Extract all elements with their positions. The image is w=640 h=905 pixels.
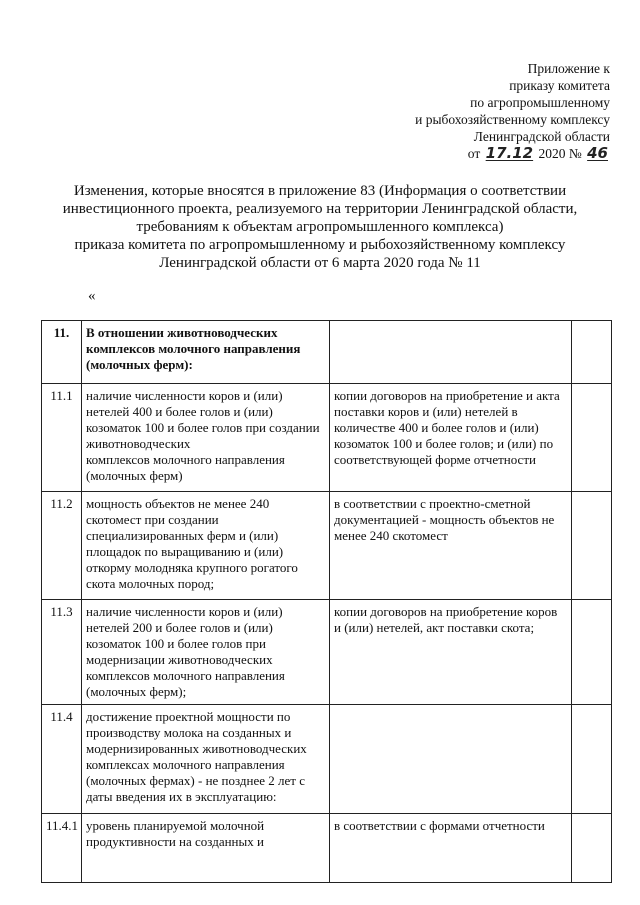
header-line: Ленинградской области <box>473 129 610 144</box>
requirement-text: В отношении животноводческих комплексов молочного направления (молочных ферм): <box>82 321 330 384</box>
document-title <box>30 182 610 272</box>
appendix-header <box>290 60 610 162</box>
requirement-text: наличие численности коров и (или) нетелей 200 и более голов и (или) козоматок 100 и более голов при модернизации животноводческих комплексов молочного направления (молочных ферм); <box>82 600 330 705</box>
table-row <box>42 600 612 705</box>
requirement-text: наличие численности коров и (или) нетелей 400 и более голов и (или) козоматок 100 и более голов при создании животноводческих комплексов молочного направления (молочных ферм) <box>82 384 330 492</box>
table-row <box>42 492 612 600</box>
handwritten-number: 46 <box>587 144 608 162</box>
header-line: Приложение к <box>527 61 610 76</box>
document-text: копии договоров на приобретение и акта поставки коров и (или) нетелей в количестве 400 и более голов и (или) козоматок 100 и более голов; и (или) по соответствующей форме отчетности <box>330 384 572 492</box>
header-line: по агропромышленному <box>470 95 610 110</box>
row-number: 11.3 <box>42 600 82 705</box>
table-row <box>42 384 612 492</box>
document-text: в соответствии с формами отчетности <box>330 814 572 883</box>
date-prefix: от <box>467 146 481 161</box>
title-line: Ленинградской области от 6 марта 2020 года № 11 <box>159 255 481 271</box>
row-number: 11.4.1 <box>42 814 82 883</box>
row-number: 11.1 <box>42 384 82 492</box>
document-text <box>330 321 572 384</box>
table-row <box>42 705 612 814</box>
row-number: 11. <box>42 321 82 384</box>
extra-cell <box>572 384 612 492</box>
opening-quote: « <box>88 288 96 304</box>
title-line: Изменения, которые вносятся в приложение 83 (Информация о соответствии <box>73 183 567 199</box>
title-line: требованиям к объектам агропромышленного комплекса) <box>136 219 504 235</box>
header-line: приказу комитета <box>509 78 610 93</box>
extra-cell <box>572 814 612 883</box>
row-number: 11.4 <box>42 705 82 814</box>
extra-cell <box>572 321 612 384</box>
requirement-text: уровень планируемой молочной продуктивности на созданных и <box>82 814 330 883</box>
document-text: копии договоров на приобретение коров и (или) нетелей, акт поставки скота; <box>330 600 572 705</box>
date-line <box>290 145 610 162</box>
table-row <box>42 814 612 883</box>
table-row <box>42 321 612 384</box>
title-line: инвестиционного проекта, реализуемого на территории Ленинградской области, <box>62 201 578 217</box>
extra-cell <box>572 705 612 814</box>
handwritten-date: 17.12 <box>485 144 534 162</box>
requirements-table <box>41 320 612 883</box>
header-line: и рыбохозяйственному комплексу <box>415 112 610 127</box>
extra-cell <box>572 492 612 600</box>
document-text <box>330 705 572 814</box>
title-line: приказа комитета по агропромышленному и рыбохозяйственному комплексу <box>74 237 566 253</box>
row-number: 11.2 <box>42 492 82 600</box>
extra-cell <box>572 600 612 705</box>
date-year: 2020 № <box>538 146 582 161</box>
requirement-text: достижение проектной мощности по производству молока на созданных и модернизированных животноводческих комплексах молочного направления (молочных фермах) - не позднее 2 лет с даты введения их в эксплуатацию: <box>82 705 330 814</box>
requirement-text: мощность объектов не менее 240 скотомест при создании специализированных ферм и (или) площадок по выращиванию и (или) откорму молодняка крупного рогатого скота молочных пород; <box>82 492 330 600</box>
document-text: в соответствии с проектно-сметной документацией - мощность объектов не менее 240 скотомест <box>330 492 572 600</box>
